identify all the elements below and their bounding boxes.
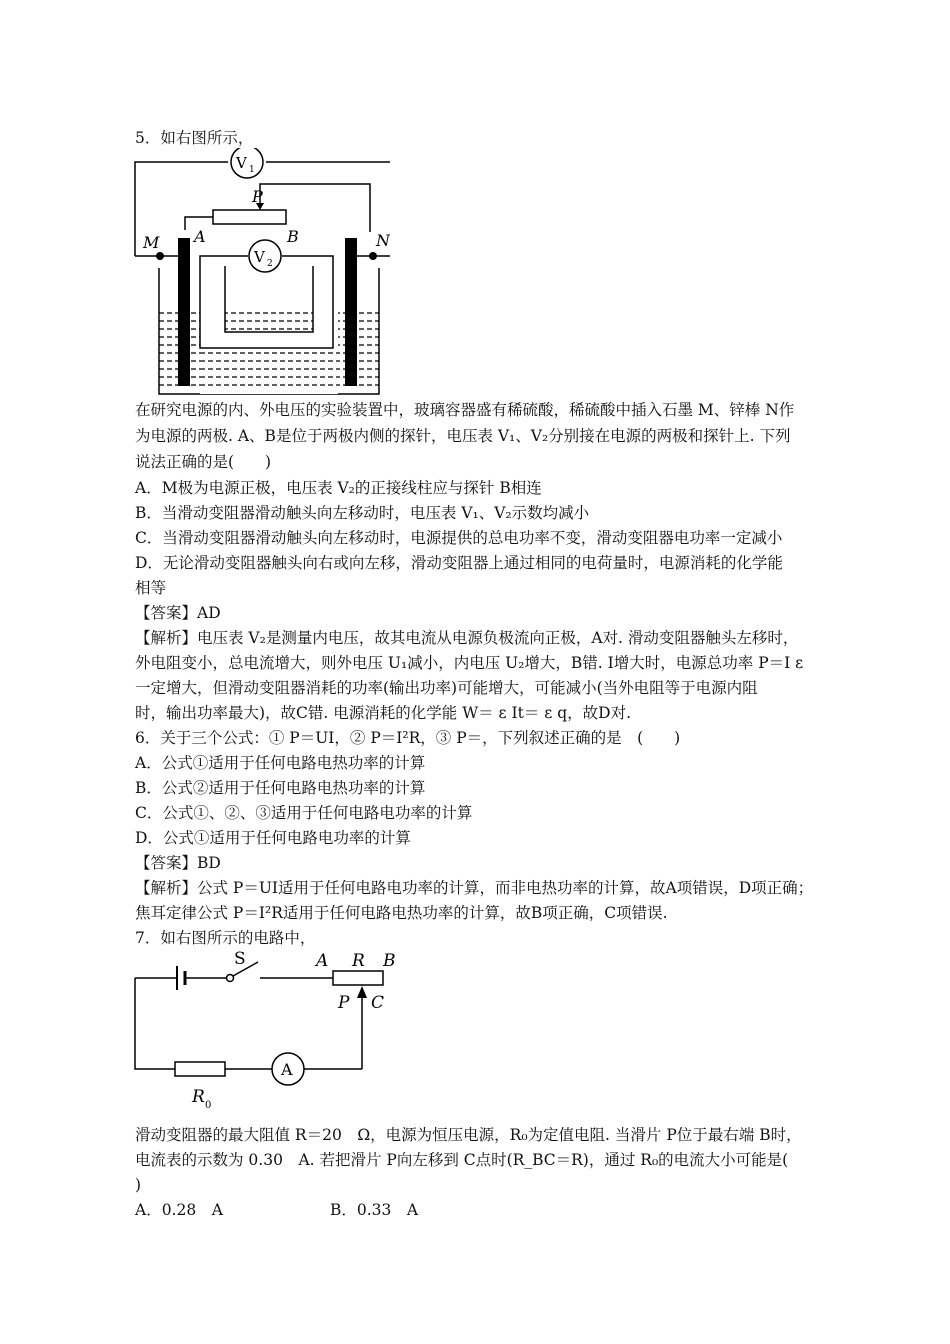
svg-text:S: S xyxy=(234,949,246,969)
svg-text:B: B xyxy=(383,951,396,971)
q6-option-b: B．公式②适用于任何电路电热功率的计算 xyxy=(135,779,426,797)
q5-option-c: C．当滑动变阻器滑动触头向左移动时，电源提供的总电功率不变，滑动变阻器电功率一定减小 xyxy=(135,529,783,547)
q6-analysis-line2: 焦耳定律公式 P＝I²R适用于任何电路电热功率的计算，故B项正确，C项错误. xyxy=(135,904,668,922)
q5-circuit-figure xyxy=(130,148,390,398)
q5-stem-line1: 在研究电源的内、外电压的实验装置中，玻璃容器盛有稀硫酸，稀硫酸中插入石墨 M、锌棒 N作 xyxy=(135,401,795,419)
svg-text:B: B xyxy=(287,227,299,246)
q7-option-b: B．0.33 A xyxy=(330,1201,419,1219)
q5-option-d-line2: 相等 xyxy=(135,579,167,597)
svg-text:P: P xyxy=(338,993,350,1013)
q7-title: 7．如右图所示的电路中， xyxy=(135,929,316,947)
q5-stem-line3: 说法正确的是( ) xyxy=(135,453,272,471)
resistor-r0 xyxy=(175,1062,225,1076)
svg-text:A: A xyxy=(281,1060,293,1079)
q6-option-d: D．公式①适用于任何电路电功率的计算 xyxy=(135,829,411,847)
electrode-m xyxy=(178,238,190,386)
svg-text:R: R xyxy=(192,1087,205,1107)
q6-analysis-line1: 【解析】公式 P＝UI适用于任何电路电功率的计算，而非电热功率的计算，故A项错误，D项正确； xyxy=(135,879,814,897)
svg-text:R: R xyxy=(352,951,365,971)
q5-analysis-line1: 【解析】电压表 V₂是测量内电压，故其电流从电源负极流向正极，A对. 滑动变阻器触头左移时， xyxy=(135,629,799,647)
q5-analysis-line2: 外电阻变小，总电流增大，则外电压 U₁减小，内电压 U₂增大，B错. I增大时，电源总功率 P＝I ε xyxy=(135,654,804,672)
svg-text:0: 0 xyxy=(205,1100,212,1111)
q6-option-a: A．公式①适用于任何电路电热功率的计算 xyxy=(135,754,426,772)
svg-text:V: V xyxy=(236,154,247,172)
svg-text:C: C xyxy=(371,993,385,1013)
q6-answer: 【答案】BD xyxy=(135,854,221,872)
q6-stem: 6．关于三个公式：① P＝UI，② P＝I²R，③ P＝，下列叙述正确的是 ( ) xyxy=(135,729,681,747)
svg-text:P: P xyxy=(252,187,263,206)
rheostat-r xyxy=(333,971,383,985)
svg-text:2: 2 xyxy=(267,259,273,269)
q7-circuit-figure xyxy=(130,946,410,1116)
q5-analysis-line3: 一定增大，但滑动变阻器消耗的功率(输出功率)可能增大，可能减小(当外电阻等于电源内阻 xyxy=(135,679,758,697)
q5-stem-line2: 为电源的两极. A、B是位于两极内侧的探针，电压表 V₁、V₂分别接在电源的两极和探针上. 下列 xyxy=(135,427,791,445)
svg-text:A: A xyxy=(194,227,206,246)
svg-text:N: N xyxy=(376,231,390,250)
q5-answer: 【答案】AD xyxy=(135,604,221,622)
q5-title: 5．如右图所示， xyxy=(135,129,254,147)
q7-stem-line2: 电流表的示数为 0.30 A. 若把滑片 P向左移到 C点时(R_BC＝R)，通过 R₀的电流大小可能是( xyxy=(135,1151,789,1169)
switch xyxy=(227,975,234,982)
q5-option-d-line1: D．无论滑动变阻器触头向右或向左移，滑动变阻器上通过相同的电荷量时，电源消耗的化学能 xyxy=(135,554,783,572)
q5-option-b: B．当滑动变阻器滑动触头向左移动时，电压表 V₁、V₂示数均减小 xyxy=(135,504,590,522)
electrode-n xyxy=(345,238,357,386)
q7-stem-line1: 滑动变阻器的最大阻值 R＝20 Ω，电源为恒压电源，R₀为定值电阻. 当滑片 P位于最右端 B时， xyxy=(135,1126,802,1144)
svg-text:V: V xyxy=(254,248,265,266)
q7-stem-line3: ) xyxy=(135,1176,142,1194)
svg-text:M: M xyxy=(143,233,160,252)
rheostat xyxy=(213,210,286,224)
q5-analysis-line4: 时，输出功率最大)，故C错. 电源消耗的化学能 W＝ ε It＝ ε q，故D对. xyxy=(135,704,632,722)
q7-option-a: A．0.28 A xyxy=(135,1201,223,1219)
svg-text:A: A xyxy=(316,951,329,971)
q6-option-c: C．公式①、②、③适用于任何电路电功率的计算 xyxy=(135,804,473,822)
q5-option-a: A．M极为电源正极，电压表 V₂的正接线柱应与探针 B相连 xyxy=(135,479,542,497)
svg-text:1: 1 xyxy=(249,165,255,175)
